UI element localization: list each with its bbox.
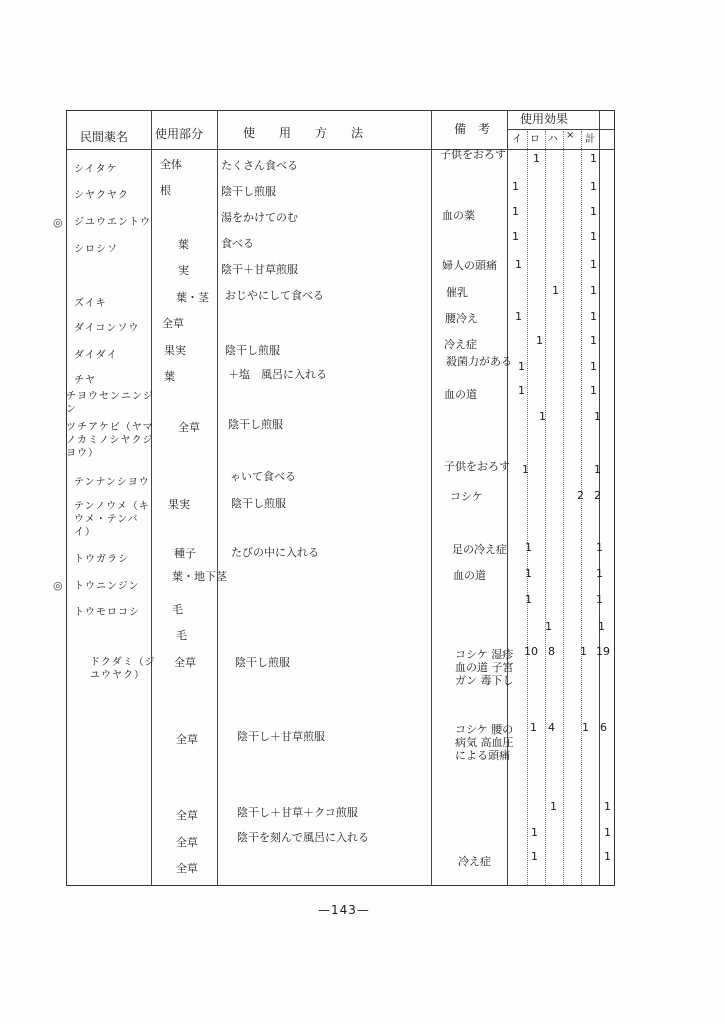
row-effect-i: 1	[512, 230, 519, 243]
row-name: ジユウエントウ	[74, 217, 151, 228]
row-method: 陰干し煎服	[228, 418, 283, 431]
row-part: 根	[160, 184, 171, 197]
row-note: コシケ 湿疹 血の道 子宮ガン 毒下し	[455, 648, 514, 687]
row-effect-i: 1	[525, 567, 532, 580]
margin-mark-1: ◎	[53, 216, 63, 229]
row-method: 陰干し＋甘草＋クコ煎服	[237, 806, 358, 819]
row-effect-ro: 8	[548, 645, 555, 658]
row-name: トウガラシ	[74, 554, 129, 565]
row-effect-total: 1	[590, 152, 597, 165]
row-part: 果実	[164, 344, 186, 357]
row-effect-i: 1	[512, 180, 519, 193]
row-part: 実	[178, 264, 189, 277]
row-part: 全草	[176, 733, 198, 746]
row-part: 毛	[172, 603, 183, 616]
row-effect-ro: 1	[531, 826, 538, 839]
row-note: 足の冷え症	[452, 543, 507, 556]
row-name: テンナンシヨウ	[74, 477, 150, 488]
row-method: 陰干し煎服	[225, 344, 280, 357]
margin-mark-2: ◎	[53, 579, 63, 592]
row-effect-total: 1	[590, 334, 597, 347]
row-effect-i: 1	[515, 310, 522, 323]
row-effect-ro: 1	[536, 334, 543, 347]
row-note: 婦人の頭痛	[442, 259, 497, 272]
row-effect-x: 1	[580, 645, 587, 658]
row-effect-total: 1	[598, 620, 605, 633]
row-effect-total: 1	[590, 384, 597, 397]
row-name: ツチアケビ（ヤマノカミノシヤクジヨウ）	[66, 422, 154, 459]
header-name: 民間薬名	[80, 130, 129, 144]
row-effect-ha: 1	[545, 620, 552, 633]
row-effect-total: 1	[596, 593, 603, 606]
row-method: 食べる	[221, 237, 254, 250]
row-note: 血の薬	[442, 209, 475, 222]
row-effect-ro: 1	[539, 410, 546, 423]
row-effect-total: 1	[604, 800, 611, 813]
row-effect-total: 1	[596, 541, 603, 554]
row-effect-total: 1	[590, 360, 597, 373]
row-note: 冷え症	[458, 855, 491, 868]
row-effect-i: 1	[525, 541, 532, 554]
row-part: 果実	[168, 498, 190, 511]
row-method: 陰干し煎服	[231, 497, 286, 510]
row-name: シイタケ	[74, 164, 118, 175]
row-note: 冷え症	[444, 338, 477, 351]
row-effect-i: 1	[525, 593, 532, 606]
row-effect-total: 1	[590, 284, 597, 297]
row-note: コシケ	[450, 490, 483, 503]
row-effect-ha: 1	[550, 800, 557, 813]
row-effect-ro: 1	[531, 850, 538, 863]
row-method: たびの中に入れる	[231, 546, 319, 559]
row-name: ドクダミ（ジユウヤク）	[90, 657, 156, 681]
row-name: トウニンジン	[74, 581, 140, 592]
row-effect-ro: 4	[548, 721, 555, 734]
row-name: シロシソ	[74, 244, 118, 255]
row-effect-i: 1	[522, 463, 529, 476]
row-name: ダイコンソウ	[74, 323, 140, 334]
header-part: 使用部分	[155, 127, 204, 141]
row-part: 種子	[174, 547, 196, 560]
header-effect-x: ×	[566, 130, 576, 141]
row-part: 全草	[176, 809, 198, 822]
row-method: 陰干し煎服	[221, 185, 276, 198]
row-effect-total: 1	[594, 463, 601, 476]
row-method: 陰干＋甘草煎服	[221, 263, 298, 276]
row-method: たくさん食べる	[221, 159, 298, 172]
row-effect-ha: 1	[552, 284, 559, 297]
header-effect-total: 計	[585, 134, 596, 145]
header-method: 使 用 方 法	[243, 126, 364, 140]
row-effect-total: 1	[594, 410, 601, 423]
row-effect-total: 1	[590, 230, 597, 243]
row-effect-total: 19	[596, 645, 610, 658]
row-note: 子供をおろす	[444, 460, 510, 473]
row-part: 全草	[162, 317, 184, 330]
row-effect-total: 1	[590, 258, 597, 271]
header-remarks: 備 考	[454, 122, 491, 136]
row-note: コシケ 腰の病気 高血圧による頭痛	[455, 723, 514, 762]
row-method: おじやにして食べる	[225, 289, 324, 302]
row-part: 全草	[178, 421, 200, 434]
row-name: シヤクヤク	[74, 190, 129, 201]
row-part: 全体	[160, 158, 182, 171]
row-effect-i: 10	[524, 645, 538, 658]
row-part: 葉	[164, 370, 175, 383]
row-effect-ro: 1	[533, 152, 540, 165]
row-effect-total: 6	[600, 721, 607, 734]
row-part: 葉・茎	[176, 291, 209, 304]
row-effect-x: 2	[577, 489, 584, 502]
row-effect-total: 1	[590, 180, 597, 193]
row-method: 陰干を刻んで風呂に入れる	[237, 831, 369, 844]
row-part: 全草	[176, 836, 198, 849]
row-name: トウモロコシ	[74, 607, 140, 618]
row-name: ダイダイ	[74, 350, 118, 361]
row-effect-total: 1	[590, 310, 597, 323]
row-part: 全草	[174, 656, 196, 669]
row-note: 催乳	[446, 286, 468, 299]
row-part: 葉	[178, 238, 189, 251]
row-effect-total: 2	[594, 489, 601, 502]
row-effect-total: 1	[604, 826, 611, 839]
row-name: ズイキ	[74, 298, 107, 309]
row-note: 腰冷え	[445, 312, 478, 325]
row-method: 陰干し煎服	[235, 656, 290, 669]
row-effect-total: 1	[596, 567, 603, 580]
header-effect-ro: ロ	[530, 134, 541, 145]
row-effect-i: 1	[515, 258, 522, 271]
row-effect-x: 1	[582, 721, 589, 734]
row-method: 湯をかけてのむ	[221, 211, 298, 224]
row-part: 葉・地下茎	[172, 570, 227, 583]
row-part: 毛	[176, 629, 187, 642]
row-effect-i: 1	[518, 360, 525, 373]
row-method: ＋塩 風呂に入れる	[228, 368, 327, 381]
row-effect-i: 1	[530, 721, 537, 734]
header-effect: 使用効果	[520, 112, 569, 126]
row-note: 血の道	[444, 388, 477, 401]
row-name: チヤ	[74, 375, 96, 386]
row-method: ゃいて食べる	[230, 470, 296, 483]
row-note: 血の道	[453, 569, 486, 582]
row-name: チヨウセンニンジン	[66, 391, 154, 415]
row-method: 陰干し＋甘草煎服	[237, 730, 325, 743]
row-effect-total: 1	[590, 205, 597, 218]
page-number: —143—	[318, 903, 370, 917]
row-name: テンノウメ（キウメ・テンバイ）	[74, 501, 150, 538]
row-effect-i: 1	[512, 205, 519, 218]
row-effect-i: 1	[518, 384, 525, 397]
row-note: 子供をおろす	[440, 148, 506, 161]
row-part: 全草	[176, 862, 198, 875]
row-note: 殺菌力がある	[446, 355, 512, 368]
row-effect-total: 1	[604, 850, 611, 863]
header-effect-ha: ハ	[548, 134, 559, 145]
header-effect-i: イ	[512, 134, 523, 145]
